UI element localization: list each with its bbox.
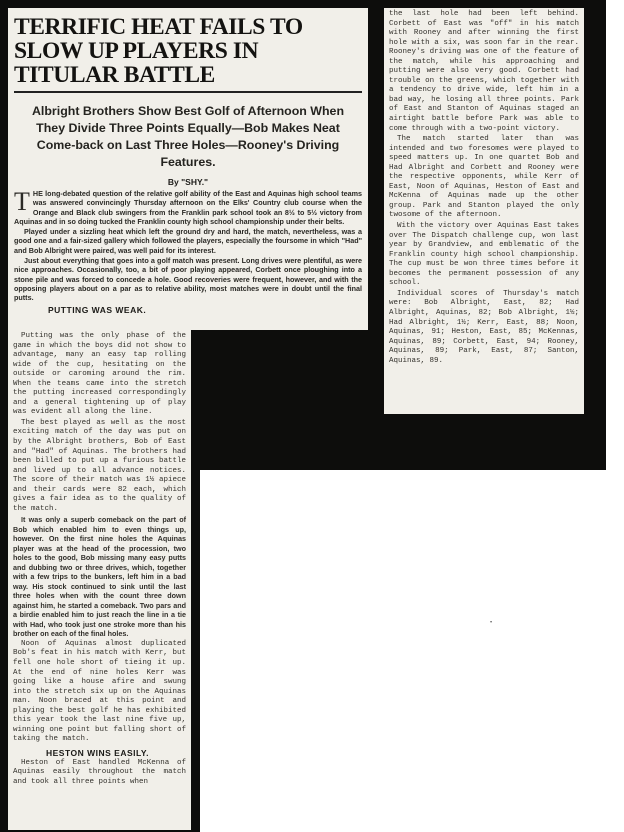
drop-cap: T [14, 187, 30, 216]
right-paragraph: the last hole had been left behind. Corbett of East was "off" in his match with Rooney and after winning the first hole with a six, was soon far in the rear. Rooney's driving was one of the feature of the match, while his approaching and putting were also very good. Corbett had trouble on the greens, which together with a tendency to drive wide, left him in a bad way, he losing all three points. Park of East and Stanton of Aquinas staged an airtight battle before Park was able to come through with a two-point victory. [389, 10, 579, 133]
intro-text [14, 189, 362, 303]
left-paragraph: Noon of Aquinas almost duplicated Bob's feat in his match with Kerr, but fell one hole short of tieing it up. At the end of nine holes Kerr was going like a house afire and swung into the stretch six up on the Aquinas man. Noon braced at this point and playing the best golf he has exhibited this year took the last nine five up, winning one point but falling short of taking the match. [13, 639, 186, 744]
deck-subheadline: Albright Brothers Show Best Golf of Afternoon When They Divide Three Points Equally—Bob Makes Neat Come-back on Last Three Holes—Rooney's Driving Features. [31, 104, 345, 169]
left-paragraph: The best played as well as the most exciting match of the day was put on by the Albright brothers, Bob of East and "Had" of Aquinas. The brothers had been billed to put up a furious battle and lived up to all advance notices. The score of their match was 1½ apiece and their cards were 82 each, which gives a fair idea as to the quality of the match. [13, 418, 186, 513]
intro-paragraph: Played under a sizzling heat which left the ground dry and hard, the match, nevertheless, was a good one and a fair-sized gallery which followed the players, especially the foursome in which "Had" and Bob Albright were paired, was well paid for its interest. [14, 227, 362, 255]
right-paragraph: With the victory over Aquinas East takes over The Dispatch challenge cup, won last year by Grandview, and emblematic of the Franklin county high school championship. The cup must be won three times before it becomes the permanent possession of any school. [389, 222, 579, 288]
headline: TERRIFIC HEAT FAILS TO SLOW UP PLAYERS IN TITULAR BATTLE [14, 15, 362, 93]
subhead-putting: PUTTING WAS WEAK. [48, 304, 147, 315]
byline: By "SHY." [167, 177, 209, 187]
intro-paragraph: HE long-debated question of the relative golf ability of the East and Aquinas high school teams was answered convincingly Thursday afternoon on the Elks' Country club course when the Orange and Black club swingers from the Franklin park school took an 8½ to 5½ victory from Aquinas and in so doing tucked the Franklin county high school championship under their belts. [14, 189, 362, 226]
left-paragraph: It was only a superb comeback on the part of Bob which enabled him to even things up, however. On the first nine holes the Aquinas player was at the head of the procession, two holes to the good, Bob missing many easy putts and dubbing two or three drives, which, together with a few trips to the bunkers, left him in a bad way. His stock continued to sink until the last three holes when with the count three down against him, he started a comeback. Two pars and a birdie enabled him to just reach the line in a tie with Had, who took just one stroke more than his brother on each of the final holes. [13, 515, 186, 639]
left-column-2 [13, 640, 186, 745]
left-column [13, 332, 186, 514]
right-paragraph: The match started later than was intended and two foresomes were played to speed matters up. In one quartet Bob and Had Albright and Corbett and Rooney were the respective opponents, while Kerr of East, Noon of Aquinas, Heston of East and McKenna of Aquinas made up the other group. Park and Stanton played the only twosome of the afternoon. [389, 135, 579, 220]
right-column [389, 10, 579, 366]
right-column-clipping [384, 8, 584, 414]
left-paragraph: Putting was the only phase of the game in which the boys did not show to advantage, many an easy tap rolling wide of the cup, hesitating on the outside or caroming around the rim. When the teams came into the stretch the putting increased correspondingly and a general tightening up of play was evident all along the line. [13, 332, 186, 417]
left-column-bold [13, 515, 186, 639]
heston-paragraph: Heston of East handled McKenna of Aquinas easily throughout the match and took all three points when [13, 758, 186, 786]
subhead-heston: HESTON WINS EASILY. [46, 747, 150, 758]
page-speck: • [490, 620, 493, 626]
right-paragraph: Individual scores of Thursday's match were: Bob Albright, East, 82; Had Albright, Aquinas, 82; Bob Albright, 1½; Had Albright, 1½; Kerr, East, 88; Noon, Aquinas, 91; Heston, East, 85; McKennas, Aquinas, 89; Corbett, East, 94; Rooney, Aquinas, 89; Park, East, 87; Santon, Aquinas, 89. [389, 289, 579, 365]
heston-text [13, 759, 186, 788]
intro-paragraph: Just about everything that goes into a golf match was present. Long drives were plentiful, as were nice approaches. Occasionally, too, a bit of poor playing appeared, Corbett once ploughing into a stone pile and was forced to concede a hole. Good recoveries were frequent, however, and with the opposing players about on a par as to relative ability, most matches were in doubt until the final putts. [14, 256, 362, 303]
left-column-clipping [8, 330, 191, 830]
headline-clipping [8, 8, 368, 330]
